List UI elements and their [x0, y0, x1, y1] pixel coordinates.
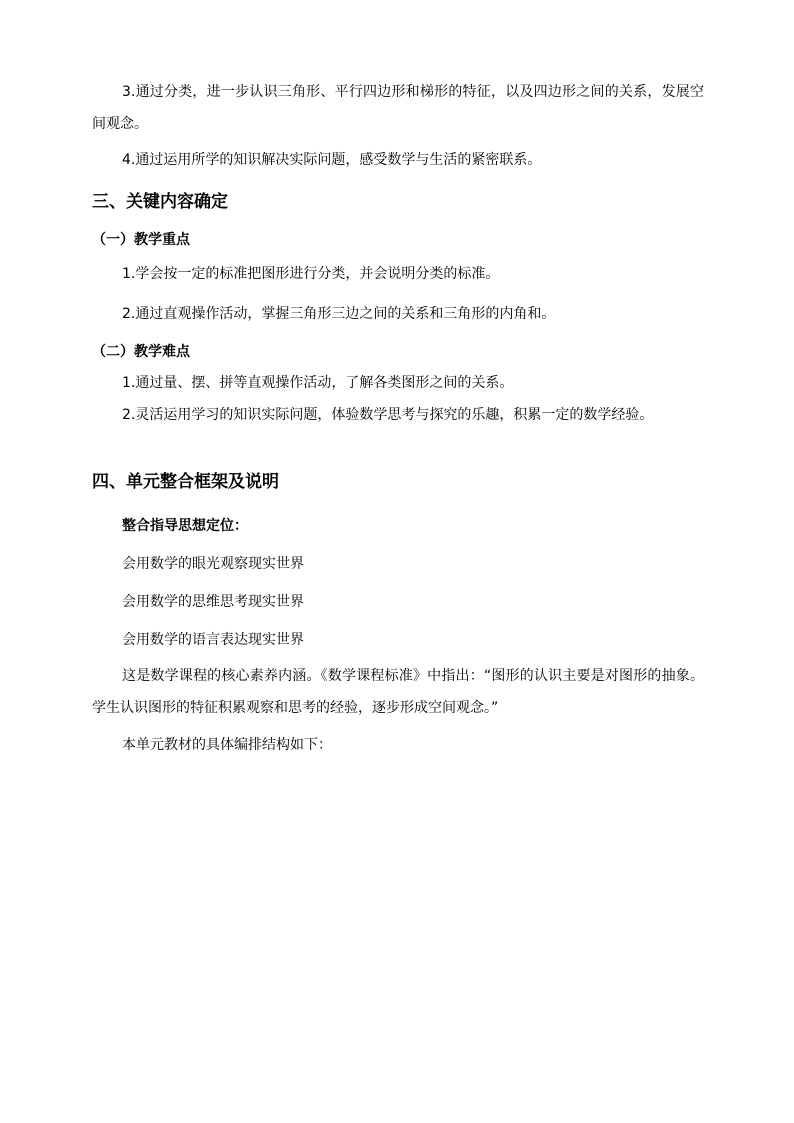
key-point-item-1: 1.学会按一定的标准把图形进行分类，并会说明分类的标准。: [122, 266, 500, 282]
objective-item-3: 3.通过分类，进一步认识三角形、平行四边形和梯形的特征，以及四边形之间的关系，发展空间观念。: [92, 84, 704, 132]
objective-item-4: 4.通过运用所学的知识解决实际问题，感受数学与生活的紧密联系。: [122, 152, 542, 168]
difficulty-item-1: 1.通过量、摆、拼等直观操作活动，了解各类图形之间的关系。: [122, 375, 514, 391]
difficulty-item-2: 2.灵活运用学习的知识实际问题，体验数学思考与探究的乐趣，积累一定的数学经验。: [122, 407, 654, 423]
section-four-heading: 四、单元整合框架及说明: [92, 472, 279, 492]
core-literacy-line-2: 会用数学的思维思考现实世界: [122, 594, 304, 610]
core-literacy-line-3: 会用数学的语言表达现实世界: [122, 632, 304, 648]
difficulties-heading: （二）教学难点: [92, 344, 190, 360]
key-points-heading: （一）教学重点: [92, 232, 190, 248]
guiding-thought-label: 整合指导思想定位：: [122, 518, 248, 534]
curriculum-standard-paragraph: 这是数学课程的核心素养内涵。《数学课程标准》中指出：“图形的认识主要是对图形的抽象。学生认识图形的特征积累观察和思考的经验，逐步形成空间观念。”: [92, 668, 704, 716]
key-point-item-2: 2.通过直观操作活动，掌握三角形三边之间的关系和三角形的内角和。: [122, 306, 556, 322]
core-literacy-line-1: 会用数学的眼光观察现实世界: [122, 556, 304, 572]
structure-intro: 本单元教材的具体编排结构如下：: [122, 737, 332, 753]
section-three-heading: 三、关键内容确定: [92, 192, 228, 212]
